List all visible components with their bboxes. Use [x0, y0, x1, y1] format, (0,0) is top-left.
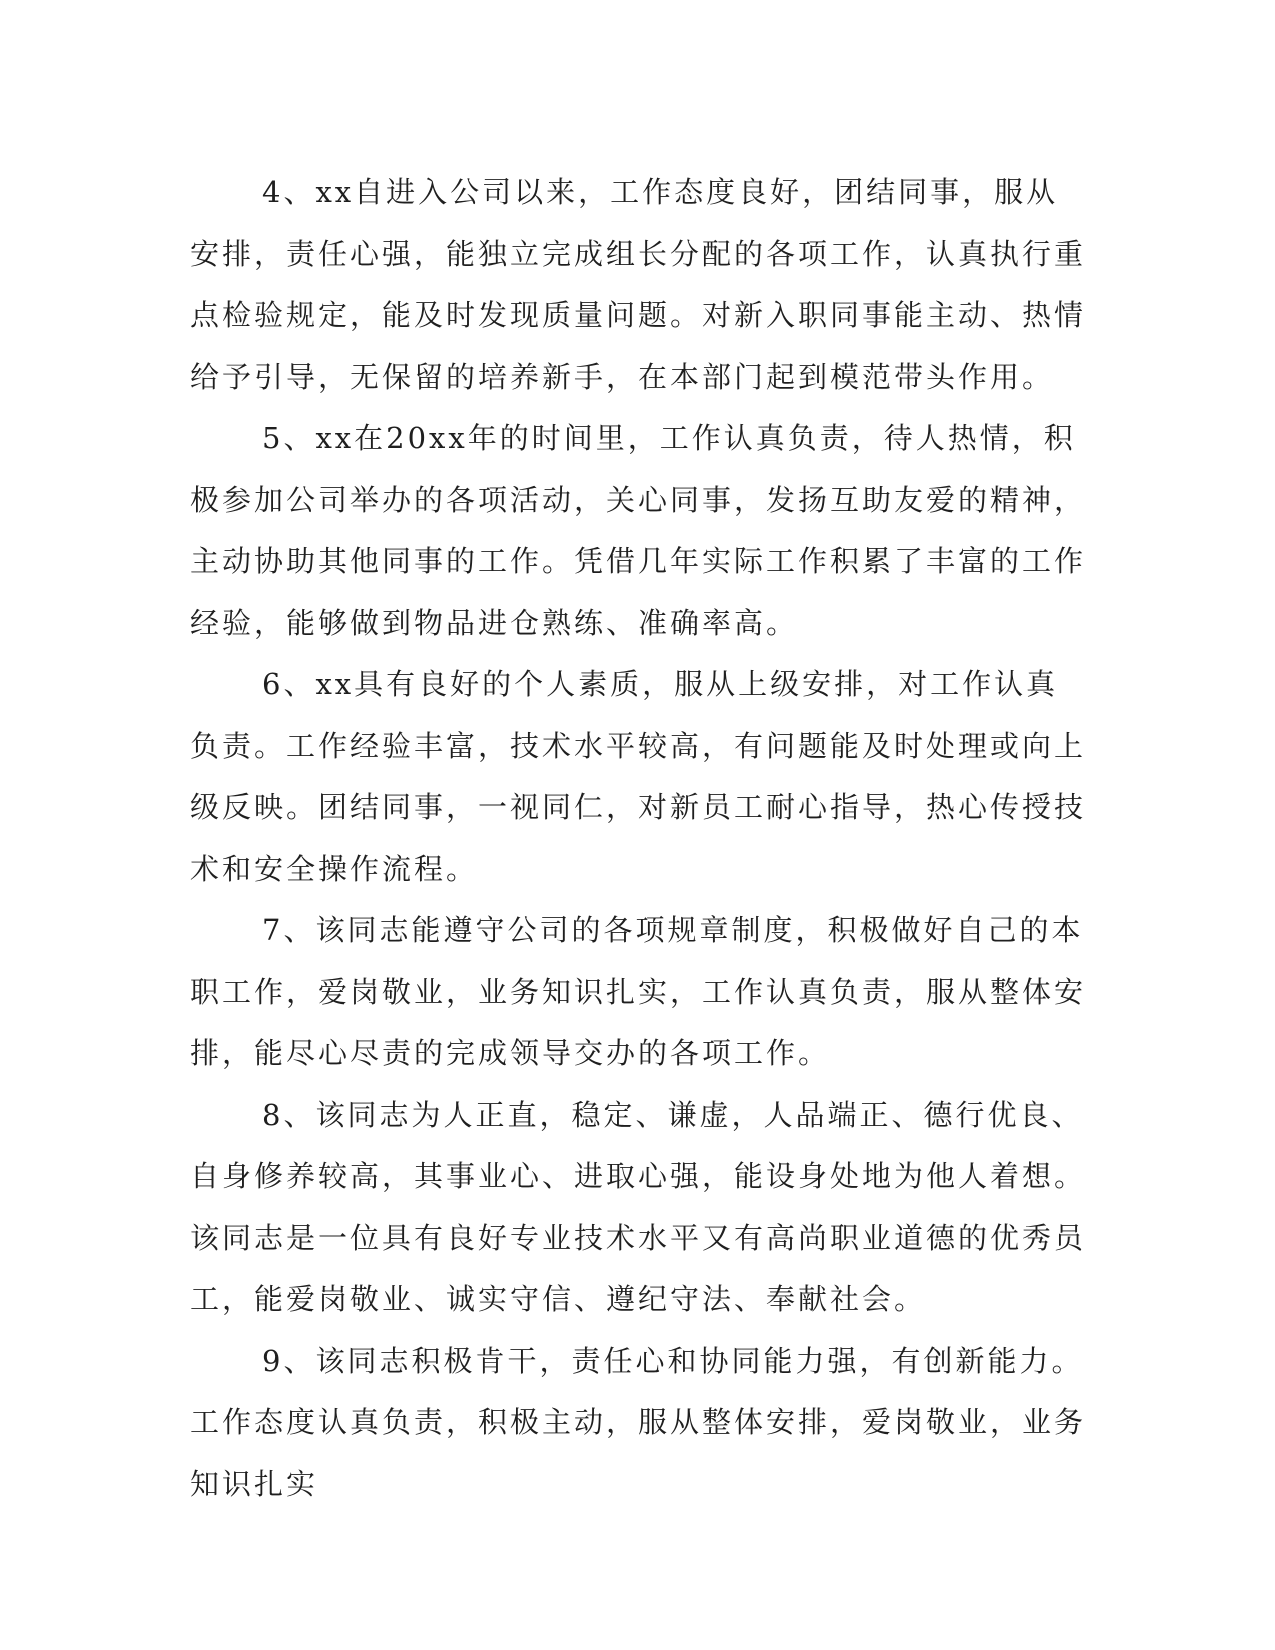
document-body — [190, 162, 1090, 1515]
paragraph-5: 5、xx在20xx年的时间里，工作认真负责，待人热情，积极参加公司举办的各项活动，关心同事，发扬互助友爱的精神，主动协助其他同事的工作。凭借几年实际工作积累了丰富的工作经验，能够做到物品进仓熟练、准确率高。 — [190, 421, 1087, 640]
paragraph-6: 6、xx具有良好的个人素质，服从上级安排，对工作认真负责。工作经验丰富，技术水平较高，有问题能及时处理或向上级反映。团结同事，一视同仁，对新员工耐心指导，热心传授技术和安全操作流程。 — [190, 667, 1087, 886]
paragraph-8: 8、该同志为人正直，稳定、谦虚，人品端正、德行优良、自身修养较高，其事业心、进取心强，能设身处地为他人着想。该同志是一位具有良好专业技术水平又有高尚职业道德的优秀员工，能爱岗敬业、诚实守信、遵纪守法、奉献社会。 — [190, 1097, 1087, 1316]
paragraph-9: 9、该同志积极肯干，责任心和协同能力强，有创新能力。工作态度认真负责，积极主动，服从整体安排，爱岗敬业，业务知识扎实 — [190, 1343, 1087, 1501]
paragraph-4: 4、xx自进入公司以来，工作态度良好，团结同事，服从安排，责任心强，能独立完成组长分配的各项工作，认真执行重点检验规定，能及时发现质量问题。对新入职同事能主动、热情给予引导，无保留的培养新手，在本部门起到模范带头作用。 — [190, 175, 1087, 394]
paragraph-7: 7、该同志能遵守公司的各项规章制度，积极做好自己的本职工作，爱岗敬业，业务知识扎实，工作认真负责，服从整体安排，能尽心尽责的完成领导交办的各项工作。 — [190, 913, 1087, 1070]
